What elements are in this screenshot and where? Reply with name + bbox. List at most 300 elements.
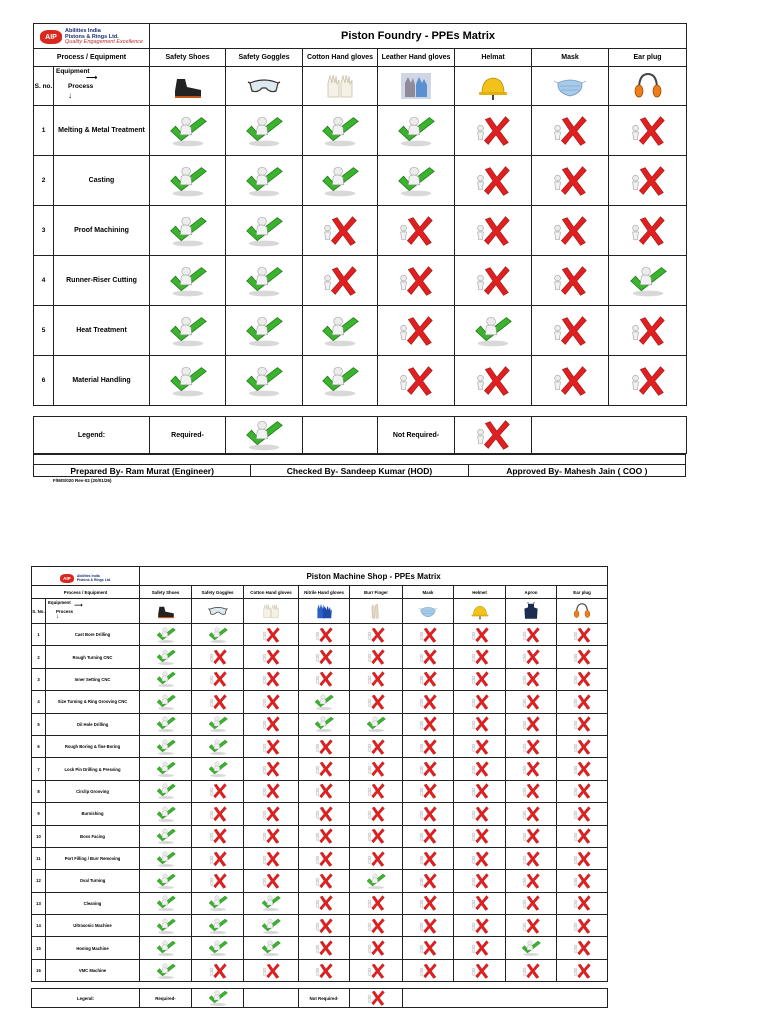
- not-required-cross-icon: [609, 206, 687, 256]
- not-required-cross-icon: [403, 758, 454, 780]
- not-required-cross-icon: [244, 646, 299, 668]
- not-required-cross-icon: [454, 735, 506, 757]
- process-name: Proof Machining: [54, 206, 150, 256]
- legend-required-label: Required-: [150, 417, 226, 454]
- not-required-cross-icon: [350, 959, 403, 981]
- required-check-icon: [192, 758, 244, 780]
- not-required-cross-icon: [350, 847, 403, 869]
- legend-table: [33, 416, 687, 454]
- not-required-cross-icon: [454, 870, 506, 892]
- equipment-header: Ear plug: [557, 586, 608, 599]
- required-check-icon: [140, 825, 192, 847]
- equipment-header: Ear plug: [609, 49, 687, 67]
- page-title: Piston Machine Shop - PPEs Matrix: [140, 567, 608, 586]
- not-required-cross-icon: [403, 959, 454, 981]
- equipment-process-diagonal: [46, 599, 140, 624]
- not-required-cross-icon: [506, 915, 557, 937]
- not-required-cross-icon: [350, 892, 403, 914]
- row-sno: 1: [34, 106, 54, 156]
- not-required-cross-icon: [299, 870, 350, 892]
- required-check-icon: [140, 870, 192, 892]
- not-required-cross-icon: [192, 870, 244, 892]
- not-required-cross-icon: [299, 624, 350, 646]
- not-required-cross-icon: [532, 206, 609, 256]
- row-sno: 11: [32, 847, 46, 869]
- equipment-header: Safety Goggles: [226, 49, 303, 67]
- not-required-cross-icon: [299, 825, 350, 847]
- not-required-cross-icon: [454, 691, 506, 713]
- not-required-cross-icon: [244, 713, 299, 735]
- required-check-icon: [150, 106, 226, 156]
- not-required-cross-icon: [557, 668, 608, 690]
- not-required-cross-icon: [506, 646, 557, 668]
- not-required-cross-icon: [506, 624, 557, 646]
- helmet-icon: [454, 599, 506, 624]
- not-required-cross-icon: [303, 206, 378, 256]
- checked-by: Checked By- Sandeep Kumar (HOD): [251, 465, 468, 477]
- sno-header: S. No.: [32, 599, 46, 624]
- table-row: [32, 624, 608, 646]
- required-check-icon: [140, 735, 192, 757]
- table-row: [34, 306, 687, 356]
- not-required-cross-icon: [244, 758, 299, 780]
- process-name: Lock Pin Drilling & Pressing: [46, 758, 140, 780]
- row-sno: 10: [32, 825, 46, 847]
- table-row: [32, 847, 608, 869]
- not-required-cross-icon: [532, 356, 609, 406]
- table-row: [32, 803, 608, 825]
- arrow-right-icon: ⟶: [86, 73, 98, 82]
- required-check-icon: [150, 206, 226, 256]
- not-required-cross-icon: [557, 892, 608, 914]
- not-required-cross-icon: [378, 356, 455, 406]
- process-name: Melting & Metal Treatment: [54, 106, 150, 156]
- machine-shop-matrix-table: [31, 566, 608, 982]
- not-required-cross-icon: [403, 646, 454, 668]
- not-required-cross-icon: [557, 758, 608, 780]
- equipment-header: Mask: [403, 586, 454, 599]
- not-required-cross-icon: [192, 825, 244, 847]
- process-name: Casting: [54, 156, 150, 206]
- not-required-cross-icon: [532, 106, 609, 156]
- not-required-cross-icon: [299, 735, 350, 757]
- required-check-icon: [226, 106, 303, 156]
- company-logo: [40, 29, 143, 46]
- row-sno: 8: [32, 780, 46, 802]
- not-required-cross-icon: [299, 892, 350, 914]
- equipment-label: Equipment: [48, 600, 71, 605]
- equipment-header: Mask: [532, 49, 609, 67]
- process-name: Rough Turning CNC: [46, 646, 140, 668]
- leather-gloves-icon: [378, 67, 455, 106]
- not-required-cross-icon: [299, 915, 350, 937]
- not-required-cross-icon: [454, 780, 506, 802]
- table-row: [32, 713, 608, 735]
- not-required-cross-icon: [244, 668, 299, 690]
- required-check-icon: [192, 892, 244, 914]
- process-equipment-header: Process / Equipment: [32, 586, 140, 599]
- not-required-cross-icon: [557, 959, 608, 981]
- table-row: [34, 106, 687, 156]
- not-required-cross-icon: [557, 803, 608, 825]
- not-required-cross-icon: [350, 825, 403, 847]
- legend-required-label: Required-: [140, 989, 192, 1008]
- not-required-cross-icon: [378, 256, 455, 306]
- required-check-icon: [226, 356, 303, 406]
- not-required-cross-icon: [350, 735, 403, 757]
- required-check-icon: [226, 306, 303, 356]
- not-required-cross-icon: [506, 870, 557, 892]
- not-required-cross-icon: [403, 892, 454, 914]
- required-check-icon: [192, 915, 244, 937]
- not-required-cross-icon: [454, 892, 506, 914]
- equipment-header: Safety Shoes: [140, 586, 192, 599]
- not-required-cross-icon: [403, 870, 454, 892]
- not-required-cross-icon: [192, 959, 244, 981]
- not-required-cross-icon: [557, 624, 608, 646]
- legend-required-mark: [192, 989, 244, 1008]
- not-required-cross-icon: [403, 780, 454, 802]
- process-label: Process: [56, 609, 74, 614]
- row-sno: 2: [34, 156, 54, 206]
- not-required-cross-icon: [454, 713, 506, 735]
- table-row: [32, 825, 608, 847]
- equipment-label: Equipment: [56, 68, 90, 75]
- not-required-cross-icon: [403, 847, 454, 869]
- row-sno: 3: [32, 668, 46, 690]
- company-logo-cell: [34, 24, 150, 49]
- company-logo: [60, 574, 111, 583]
- foundry-matrix-table: [33, 23, 687, 406]
- not-required-cross-icon: [350, 646, 403, 668]
- not-required-cross-icon: [299, 847, 350, 869]
- foundry-ppe-matrix: [33, 23, 686, 483]
- not-required-cross-icon: [192, 780, 244, 802]
- not-required-cross-icon: [378, 206, 455, 256]
- row-sno: 7: [32, 758, 46, 780]
- process-name: Burnishing: [46, 803, 140, 825]
- not-required-cross-icon: [557, 646, 608, 668]
- not-required-cross-icon: [303, 256, 378, 306]
- not-required-cross-icon: [454, 959, 506, 981]
- apron-icon: [506, 599, 557, 624]
- legend-label: Legend:: [32, 989, 140, 1008]
- table-row: [32, 758, 608, 780]
- not-required-cross-icon: [299, 668, 350, 690]
- not-required-cross-icon: [557, 937, 608, 959]
- safety-shoes-icon: [150, 67, 226, 106]
- arrow-down-icon: ↓: [68, 91, 72, 100]
- arrow-right-icon: ⟶: [74, 603, 83, 609]
- process-name: Cast Bore Drilling: [46, 624, 140, 646]
- required-check-icon: [244, 937, 299, 959]
- company-logo-cell: [32, 567, 140, 586]
- not-required-cross-icon: [299, 937, 350, 959]
- required-check-icon: [150, 356, 226, 406]
- safety-shoes-icon: [140, 599, 192, 624]
- not-required-cross-icon: [455, 256, 532, 306]
- table-row: [34, 156, 687, 206]
- process-name: Heat Treatment: [54, 306, 150, 356]
- row-sno: 13: [32, 892, 46, 914]
- equipment-process-diagonal: [54, 67, 150, 106]
- not-required-cross-icon: [403, 825, 454, 847]
- table-row: [32, 668, 608, 690]
- legend-required-mark: [226, 417, 303, 454]
- not-required-cross-icon: [192, 691, 244, 713]
- not-required-cross-icon: [454, 758, 506, 780]
- required-check-icon: [140, 668, 192, 690]
- table-row: [32, 937, 608, 959]
- row-sno: 4: [32, 691, 46, 713]
- required-check-icon: [226, 256, 303, 306]
- equipment-header: Cotton Hand gloves: [303, 49, 378, 67]
- equipment-header: Helmet: [454, 586, 506, 599]
- row-sno: 12: [32, 870, 46, 892]
- row-sno: 4: [34, 256, 54, 306]
- legend-table: [31, 988, 608, 1008]
- not-required-cross-icon: [506, 691, 557, 713]
- required-check-icon: [506, 937, 557, 959]
- company-name-line2: Pistons & Rings Ltd.: [76, 577, 112, 582]
- not-required-cross-icon: [378, 306, 455, 356]
- not-required-cross-icon: [244, 825, 299, 847]
- nitrile-gloves-icon: [299, 599, 350, 624]
- not-required-cross-icon: [609, 106, 687, 156]
- not-required-cross-icon: [506, 847, 557, 869]
- process-name: Boss Facing: [46, 825, 140, 847]
- not-required-cross-icon: [506, 825, 557, 847]
- table-row: [32, 735, 608, 757]
- row-sno: 9: [32, 803, 46, 825]
- row-sno: 3: [34, 206, 54, 256]
- not-required-cross-icon: [350, 937, 403, 959]
- required-check-icon: [140, 892, 192, 914]
- not-required-cross-icon: [454, 668, 506, 690]
- table-row: [34, 356, 687, 406]
- process-name: Size Turning & Ring Grooving CNC: [46, 691, 140, 713]
- legend-not-required-mark: [455, 417, 532, 454]
- required-check-icon: [226, 206, 303, 256]
- sno-header: S. no.: [34, 67, 54, 106]
- required-check-icon: [150, 306, 226, 356]
- not-required-cross-icon: [244, 959, 299, 981]
- row-sno: 5: [34, 306, 54, 356]
- not-required-cross-icon: [350, 780, 403, 802]
- table-row: [32, 959, 608, 981]
- required-check-icon: [140, 758, 192, 780]
- safety-goggles-icon: [226, 67, 303, 106]
- not-required-cross-icon: [532, 156, 609, 206]
- legend-not-required-mark: [350, 989, 403, 1008]
- not-required-cross-icon: [454, 803, 506, 825]
- not-required-cross-icon: [192, 847, 244, 869]
- table-row: [34, 256, 687, 306]
- approved-by: Approved By- Mahesh Jain ( COO ): [468, 465, 685, 477]
- table-row: [32, 915, 608, 937]
- not-required-cross-icon: [455, 356, 532, 406]
- required-check-icon: [303, 106, 378, 156]
- equipment-header: Apron: [506, 586, 557, 599]
- equipment-header: Leather Hand gloves: [378, 49, 455, 67]
- prepared-by: Prepared By- Ram Murat (Engineer): [34, 465, 251, 477]
- not-required-cross-icon: [299, 758, 350, 780]
- helmet-icon: [455, 67, 532, 106]
- required-check-icon: [192, 937, 244, 959]
- not-required-cross-icon: [403, 713, 454, 735]
- required-check-icon: [378, 156, 455, 206]
- process-label: Process: [68, 83, 94, 90]
- process-name: Material Handling: [54, 356, 150, 406]
- not-required-cross-icon: [454, 646, 506, 668]
- required-check-icon: [378, 106, 455, 156]
- equipment-header: Cotton Hand gloves: [244, 586, 299, 599]
- required-check-icon: [609, 256, 687, 306]
- page-title: Piston Foundry - PPEs Matrix: [150, 24, 687, 49]
- row-sno: 5: [32, 713, 46, 735]
- not-required-cross-icon: [403, 624, 454, 646]
- legend-label: Legend:: [34, 417, 150, 454]
- not-required-cross-icon: [557, 870, 608, 892]
- required-check-icon: [140, 803, 192, 825]
- not-required-cross-icon: [192, 646, 244, 668]
- not-required-cross-icon: [192, 803, 244, 825]
- equipment-header: Burr Finger: [350, 586, 403, 599]
- company-name-line2: Pistons & Rings Ltd.: [65, 33, 119, 40]
- not-required-cross-icon: [299, 780, 350, 802]
- process-name: Circlip Grooving: [46, 780, 140, 802]
- process-name: VMC Machine: [46, 959, 140, 981]
- required-check-icon: [350, 713, 403, 735]
- row-sno: 15: [32, 937, 46, 959]
- not-required-cross-icon: [454, 624, 506, 646]
- not-required-cross-icon: [506, 668, 557, 690]
- not-required-cross-icon: [557, 780, 608, 802]
- not-required-cross-icon: [403, 915, 454, 937]
- not-required-cross-icon: [557, 915, 608, 937]
- required-check-icon: [192, 624, 244, 646]
- table-row: [34, 206, 687, 256]
- company-name-line1: Abilities India: [76, 573, 100, 578]
- not-required-cross-icon: [532, 306, 609, 356]
- not-required-cross-icon: [454, 847, 506, 869]
- equipment-header: Nitrile Hand gloves: [299, 586, 350, 599]
- not-required-cross-icon: [506, 892, 557, 914]
- required-check-icon: [150, 156, 226, 206]
- not-required-cross-icon: [506, 780, 557, 802]
- not-required-cross-icon: [244, 780, 299, 802]
- company-name-line1: Abilities India: [65, 27, 101, 34]
- row-sno: 14: [32, 915, 46, 937]
- required-check-icon: [192, 713, 244, 735]
- required-check-icon: [140, 959, 192, 981]
- machine-shop-ppe-matrix: [31, 566, 607, 1008]
- required-check-icon: [244, 915, 299, 937]
- not-required-cross-icon: [244, 803, 299, 825]
- row-sno: 2: [32, 646, 46, 668]
- not-required-cross-icon: [299, 803, 350, 825]
- row-sno: 6: [34, 356, 54, 406]
- table-row: [32, 691, 608, 713]
- not-required-cross-icon: [454, 937, 506, 959]
- not-required-cross-icon: [299, 646, 350, 668]
- not-required-cross-icon: [244, 847, 299, 869]
- equipment-header: Helmat: [455, 49, 532, 67]
- cotton-gloves-icon: [244, 599, 299, 624]
- not-required-cross-icon: [506, 735, 557, 757]
- required-check-icon: [140, 780, 192, 802]
- required-check-icon: [140, 646, 192, 668]
- burr-finger-icon: [350, 599, 403, 624]
- not-required-cross-icon: [244, 624, 299, 646]
- table-row: [32, 892, 608, 914]
- not-required-cross-icon: [506, 803, 557, 825]
- not-required-cross-icon: [557, 847, 608, 869]
- not-required-cross-icon: [609, 356, 687, 406]
- process-equipment-header: Process / Equipment: [34, 49, 150, 67]
- not-required-cross-icon: [609, 156, 687, 206]
- not-required-cross-icon: [455, 106, 532, 156]
- signature-footer: [33, 454, 686, 477]
- row-sno: 6: [32, 735, 46, 757]
- not-required-cross-icon: [403, 735, 454, 757]
- not-required-cross-icon: [244, 735, 299, 757]
- process-name: Honing Machine: [46, 937, 140, 959]
- legend-not-required-label: Not Required-: [299, 989, 350, 1008]
- legend-not-required-label: Not Required-: [378, 417, 455, 454]
- required-check-icon: [226, 156, 303, 206]
- required-check-icon: [244, 892, 299, 914]
- not-required-cross-icon: [350, 915, 403, 937]
- not-required-cross-icon: [455, 156, 532, 206]
- required-check-icon: [455, 306, 532, 356]
- process-name: Oval Turning: [46, 870, 140, 892]
- not-required-cross-icon: [299, 959, 350, 981]
- row-sno: 1: [32, 624, 46, 646]
- process-name: Cleaning: [46, 892, 140, 914]
- not-required-cross-icon: [350, 691, 403, 713]
- ear-muff-icon: [609, 67, 687, 106]
- mask-icon: [403, 599, 454, 624]
- not-required-cross-icon: [403, 668, 454, 690]
- required-check-icon: [140, 847, 192, 869]
- table-row: [32, 870, 608, 892]
- required-check-icon: [192, 735, 244, 757]
- company-tagline: Quality Engagement Excellence: [65, 39, 143, 46]
- process-name: Inner Setting CNC: [46, 668, 140, 690]
- document-reference: F/IMS/020 Rev-02 (20/01/26): [53, 478, 112, 483]
- not-required-cross-icon: [350, 668, 403, 690]
- arrow-down-icon: ↓: [56, 614, 59, 620]
- not-required-cross-icon: [506, 713, 557, 735]
- not-required-cross-icon: [557, 713, 608, 735]
- required-check-icon: [303, 156, 378, 206]
- mask-icon: [532, 67, 609, 106]
- process-name: Oil Hole Drilling: [46, 713, 140, 735]
- required-check-icon: [140, 713, 192, 735]
- not-required-cross-icon: [532, 256, 609, 306]
- not-required-cross-icon: [350, 624, 403, 646]
- not-required-cross-icon: [557, 735, 608, 757]
- not-required-cross-icon: [506, 758, 557, 780]
- aip-logo-icon: AIP: [60, 574, 74, 583]
- not-required-cross-icon: [506, 959, 557, 981]
- not-required-cross-icon: [192, 668, 244, 690]
- process-name: Port Filling / Burr Removing: [46, 847, 140, 869]
- required-check-icon: [150, 256, 226, 306]
- required-check-icon: [299, 691, 350, 713]
- not-required-cross-icon: [244, 691, 299, 713]
